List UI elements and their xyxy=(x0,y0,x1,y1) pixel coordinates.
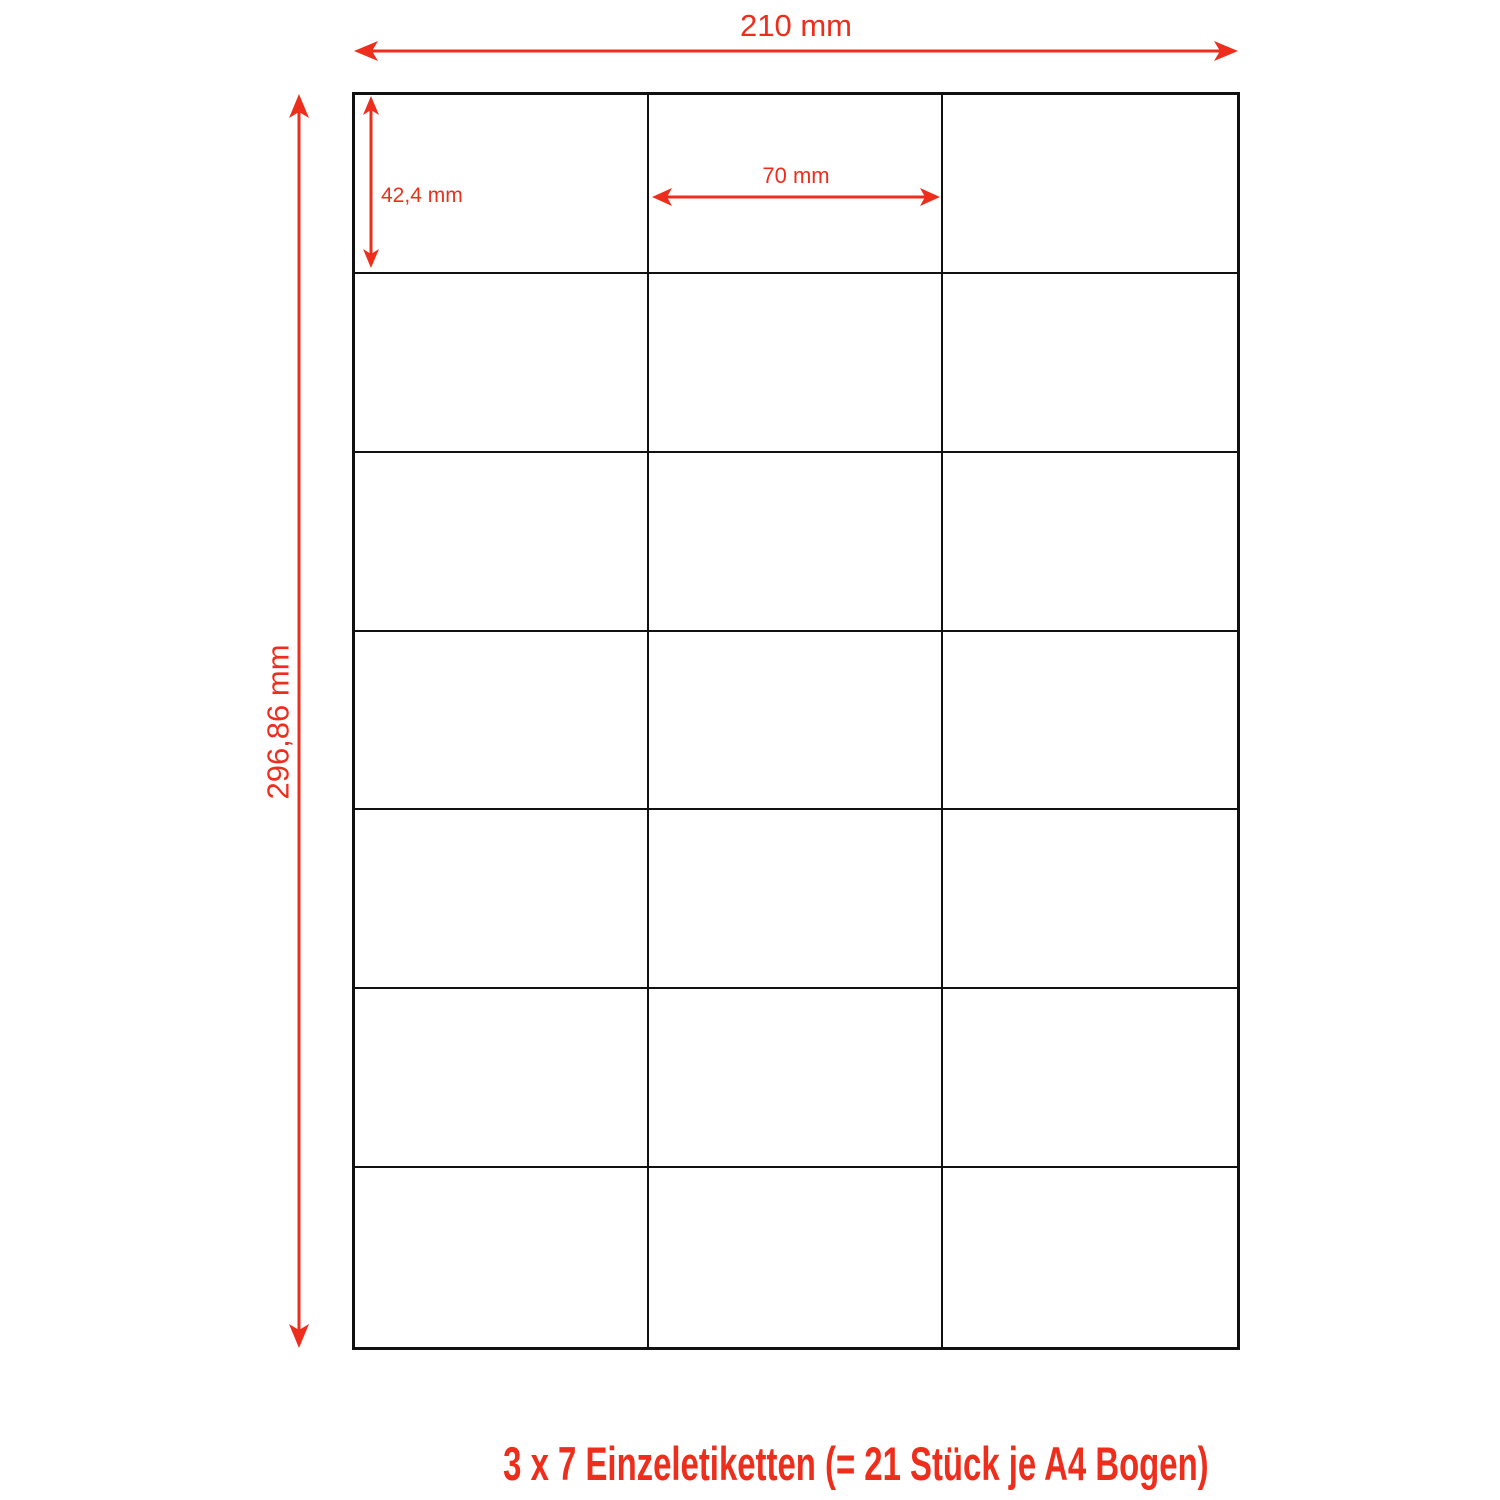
label-height-dimension-arrow xyxy=(358,95,384,269)
label-cell xyxy=(943,632,1237,811)
label-grid xyxy=(352,92,1240,1350)
label-cell xyxy=(355,810,649,989)
label-width-dimension-arrow xyxy=(650,183,942,211)
label-cell xyxy=(943,1168,1237,1347)
sheet-height-dimension-arrow xyxy=(285,92,313,1350)
label-cell xyxy=(355,989,649,1168)
label-cell xyxy=(943,95,1237,274)
label-cell xyxy=(649,632,943,811)
label-cell xyxy=(943,453,1237,632)
sheet-width-dimension-arrow xyxy=(352,37,1240,65)
label-cell xyxy=(943,810,1237,989)
label-cell xyxy=(355,1168,649,1347)
label-cell xyxy=(943,989,1237,1168)
label-cell xyxy=(649,453,943,632)
label-width-dimension-label: 70 mm xyxy=(762,163,830,188)
label-cell xyxy=(355,632,649,811)
label-cell xyxy=(355,453,649,632)
label-cell xyxy=(649,1168,943,1347)
caption xyxy=(352,1438,1240,1490)
label-cell xyxy=(943,274,1237,453)
label-cell xyxy=(649,989,943,1168)
sheet-width-dimension-label: 210 mm xyxy=(740,8,852,43)
sheet-height-dimension-label: 296,86 mm xyxy=(260,644,296,800)
label-cell xyxy=(649,274,943,453)
label-height-dimension-label: 42,4 mm xyxy=(381,184,463,207)
label-cell xyxy=(649,810,943,989)
caption-text: 3 x 7 Einzeletiketten (= 21 Stück je A4 Bogen) xyxy=(503,1437,1209,1490)
label-cell xyxy=(355,274,649,453)
